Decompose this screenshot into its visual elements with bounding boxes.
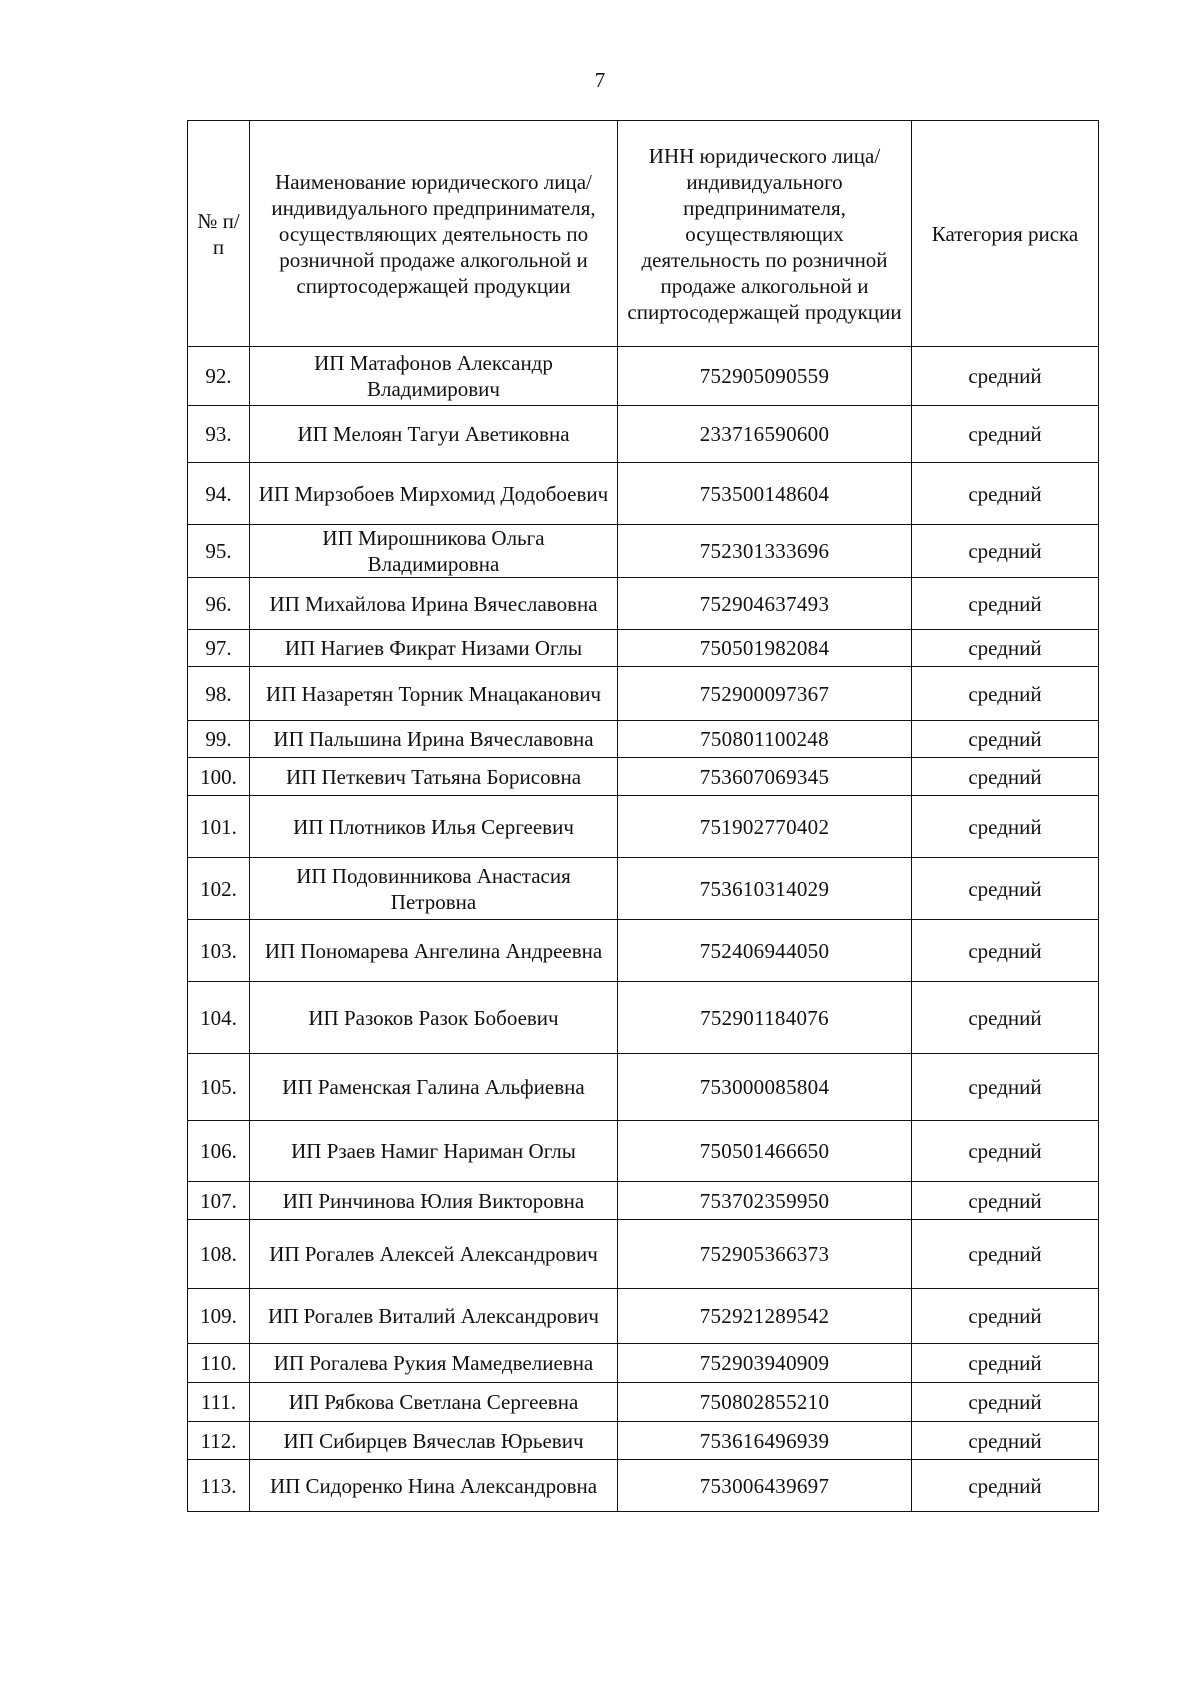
cell-name: ИП Михайлова Ирина Вячеславовна <box>250 578 618 630</box>
cell-risk: средний <box>912 1344 1099 1383</box>
cell-risk: средний <box>912 1054 1099 1121</box>
cell-risk: средний <box>912 1289 1099 1344</box>
table-row <box>188 920 1099 982</box>
cell-num: 103. <box>188 920 250 982</box>
table-row <box>188 630 1099 667</box>
cell-num: 100. <box>188 758 250 796</box>
table-row <box>188 758 1099 796</box>
cell-risk: средний <box>912 406 1099 463</box>
registry-table <box>187 120 1099 1512</box>
table-row <box>188 1422 1099 1460</box>
cell-risk: средний <box>912 463 1099 525</box>
cell-num: 104. <box>188 982 250 1054</box>
cell-risk: средний <box>912 1121 1099 1182</box>
cell-name: ИП Рзаев Намиг Нариман Оглы <box>250 1121 618 1182</box>
cell-num: 113. <box>188 1460 250 1512</box>
cell-inn: 753610314029 <box>618 858 912 920</box>
cell-num: 107. <box>188 1182 250 1220</box>
cell-name: ИП Петкевич Татьяна Борисовна <box>250 758 618 796</box>
cell-name: ИП Матафонов Александр Владимирович <box>250 347 618 406</box>
cell-inn: 753616496939 <box>618 1422 912 1460</box>
cell-risk: средний <box>912 1460 1099 1512</box>
cell-name: ИП Рябкова Светлана Сергеевна <box>250 1383 618 1422</box>
cell-name: ИП Мирошникова Ольга Владимировна <box>250 525 618 578</box>
cell-num: 111. <box>188 1383 250 1422</box>
cell-risk: средний <box>912 858 1099 920</box>
header-risk: Категория риска <box>912 121 1099 347</box>
cell-risk: средний <box>912 758 1099 796</box>
table-row <box>188 406 1099 463</box>
table-row <box>188 1121 1099 1182</box>
page-number: 7 <box>594 68 606 92</box>
cell-name: ИП Раменская Галина Альфиевна <box>250 1054 618 1121</box>
cell-name: ИП Разоков Разок Бобоевич <box>250 982 618 1054</box>
table-row <box>188 858 1099 920</box>
cell-inn: 750801100248 <box>618 721 912 758</box>
cell-num: 109. <box>188 1289 250 1344</box>
header-inn: ИНН юридического лица/индивидуального предпринимателя, осуществляющих деятельность по розничной продаже алкогольной и спиртосодержащей продукции <box>618 121 912 347</box>
cell-inn: 752900097367 <box>618 667 912 721</box>
table-header-row <box>188 121 1099 347</box>
cell-num: 94. <box>188 463 250 525</box>
cell-name: ИП Назаретян Торник Мнацаканович <box>250 667 618 721</box>
cell-name: ИП Сибирцев Вячеслав Юрьевич <box>250 1422 618 1460</box>
cell-num: 101. <box>188 796 250 858</box>
cell-inn: 752901184076 <box>618 982 912 1054</box>
table-row <box>188 578 1099 630</box>
cell-inn: 753702359950 <box>618 1182 912 1220</box>
cell-num: 96. <box>188 578 250 630</box>
cell-inn: 752903940909 <box>618 1344 912 1383</box>
cell-num: 92. <box>188 347 250 406</box>
cell-name: ИП Нагиев Фикрат Низами Оглы <box>250 630 618 667</box>
cell-risk: средний <box>912 1422 1099 1460</box>
table-row <box>188 667 1099 721</box>
cell-name: ИП Мирзобоев Мирхомид Додобоевич <box>250 463 618 525</box>
table-row <box>188 1460 1099 1512</box>
cell-num: 112. <box>188 1422 250 1460</box>
table-row <box>188 1182 1099 1220</box>
cell-name: ИП Пальшина Ирина Вячеславовна <box>250 721 618 758</box>
cell-inn: 752905090559 <box>618 347 912 406</box>
cell-inn: 753500148604 <box>618 463 912 525</box>
cell-num: 99. <box>188 721 250 758</box>
cell-name: ИП Ринчинова Юлия Викторовна <box>250 1182 618 1220</box>
cell-risk: средний <box>912 347 1099 406</box>
table-row <box>188 1220 1099 1289</box>
cell-num: 110. <box>188 1344 250 1383</box>
cell-num: 98. <box>188 667 250 721</box>
header-num: № п/п <box>188 121 250 347</box>
cell-risk: средний <box>912 920 1099 982</box>
cell-inn: 753006439697 <box>618 1460 912 1512</box>
cell-num: 97. <box>188 630 250 667</box>
table-row <box>188 796 1099 858</box>
table-row <box>188 1344 1099 1383</box>
cell-name: ИП Пономарева Ангелина Андреевна <box>250 920 618 982</box>
cell-num: 108. <box>188 1220 250 1289</box>
cell-num: 105. <box>188 1054 250 1121</box>
cell-inn: 750802855210 <box>618 1383 912 1422</box>
cell-risk: средний <box>912 1383 1099 1422</box>
cell-num: 106. <box>188 1121 250 1182</box>
cell-risk: средний <box>912 721 1099 758</box>
cell-risk: средний <box>912 630 1099 667</box>
cell-inn: 752301333696 <box>618 525 912 578</box>
cell-name: ИП Рогалев Алексей Александрович <box>250 1220 618 1289</box>
header-name: Наименование юридического лица/индивидуального предпринимателя, осуществляющих деятельность по розничной продаже алкогольной и спиртосодержащей продукции <box>250 121 618 347</box>
cell-inn: 751902770402 <box>618 796 912 858</box>
table-row <box>188 721 1099 758</box>
cell-inn: 753000085804 <box>618 1054 912 1121</box>
cell-num: 102. <box>188 858 250 920</box>
cell-risk: средний <box>912 667 1099 721</box>
cell-name: ИП Рогалев Виталий Александрович <box>250 1289 618 1344</box>
cell-inn: 750501466650 <box>618 1121 912 1182</box>
table-row <box>188 525 1099 578</box>
cell-num: 95. <box>188 525 250 578</box>
table-row <box>188 463 1099 525</box>
cell-num: 93. <box>188 406 250 463</box>
table-row <box>188 1289 1099 1344</box>
cell-risk: средний <box>912 1220 1099 1289</box>
cell-inn: 233716590600 <box>618 406 912 463</box>
cell-name: ИП Мелоян Тагуи Аветиковна <box>250 406 618 463</box>
cell-inn: 750501982084 <box>618 630 912 667</box>
cell-risk: средний <box>912 982 1099 1054</box>
cell-inn: 752904637493 <box>618 578 912 630</box>
table-row <box>188 347 1099 406</box>
cell-inn: 753607069345 <box>618 758 912 796</box>
cell-risk: средний <box>912 578 1099 630</box>
table-row <box>188 1383 1099 1422</box>
cell-inn: 752921289542 <box>618 1289 912 1344</box>
cell-inn: 752406944050 <box>618 920 912 982</box>
cell-name: ИП Рогалева Рукия Мамедвелиевна <box>250 1344 618 1383</box>
cell-risk: средний <box>912 525 1099 578</box>
cell-risk: средний <box>912 796 1099 858</box>
table-row <box>188 1054 1099 1121</box>
cell-name: ИП Сидоренко Нина Александровна <box>250 1460 618 1512</box>
cell-name: ИП Подовинникова Анастасия Петровна <box>250 858 618 920</box>
cell-name: ИП Плотников Илья Сергеевич <box>250 796 618 858</box>
cell-risk: средний <box>912 1182 1099 1220</box>
cell-inn: 752905366373 <box>618 1220 912 1289</box>
table-row <box>188 982 1099 1054</box>
